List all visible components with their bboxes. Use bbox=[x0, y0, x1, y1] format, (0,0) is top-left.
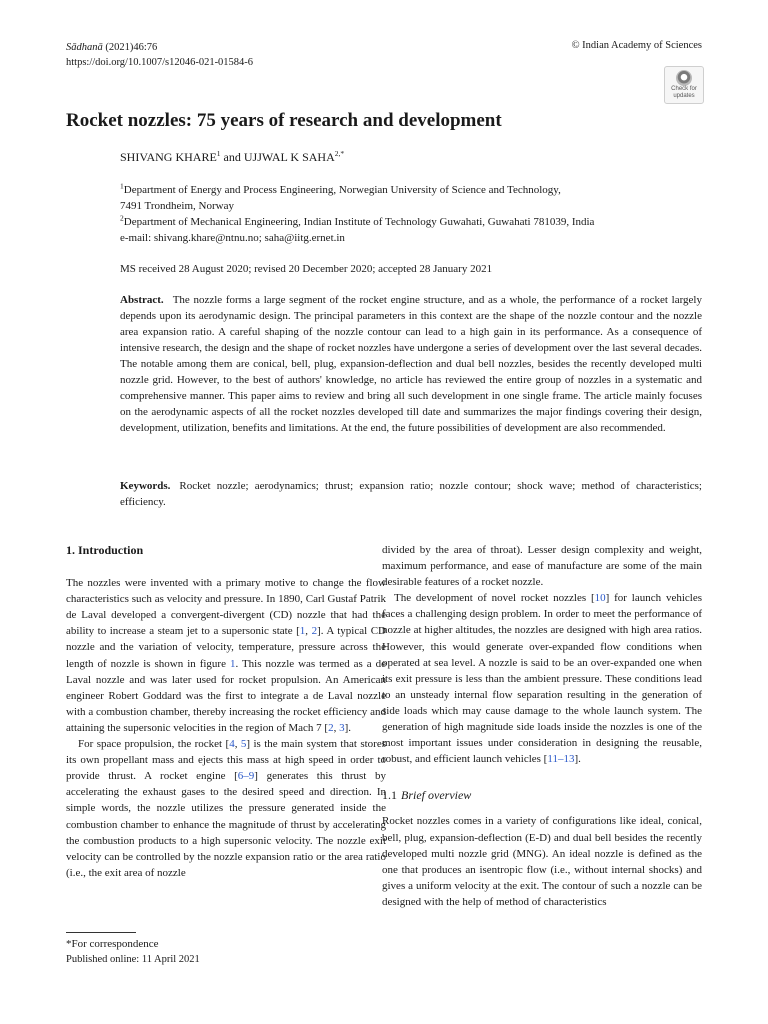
journal-name: Sādhanā bbox=[66, 42, 103, 53]
received-dates: MS received 28 August 2020; revised 20 December 2020; accepted 28 January 2021 bbox=[120, 263, 493, 275]
text-run: The development of novel rocket nozzles [ bbox=[394, 592, 595, 605]
badge-text-line1: Check for bbox=[671, 86, 697, 92]
affil-1-line2: 7491 Trondheim, Norway bbox=[120, 200, 234, 212]
affil-2-line1: Department of Mechanical Engineering, Indian Institute of Technology Guwahati, Guwahati 781039, India bbox=[123, 216, 595, 228]
text-run: , bbox=[333, 721, 340, 734]
right-column bbox=[382, 542, 702, 910]
citation-link[interactable]: 10 bbox=[594, 592, 606, 605]
citation-link[interactable]: 6–9 bbox=[237, 770, 255, 783]
citation-link[interactable]: 2 bbox=[328, 721, 334, 734]
citation-link[interactable]: 1 bbox=[299, 625, 306, 638]
figure-link[interactable]: 1 bbox=[229, 657, 236, 670]
author-2: UJJWAL K SAHA bbox=[243, 150, 335, 164]
text-run: ] for launch vehicles faces a challenging design problem. In order to meet the performance of nozzle at higher altitudes, the nozzles are designed with high area ratios. However, this would generate over-expanded flow conditions when operated at sea level. A nozzle is said to be an over-expanded one when its exit pressure is less than the ambient pressure. These conditions lead to an unsteady internal flow separation resulting in the generation of side loads which may cause damage to the whole launch system. The generation of high magnitude side loads inside the nozzles is one of the most important issues under consideration in designing the reusable, robust, and efficient launch vehicles [ bbox=[382, 592, 702, 766]
paper-title: Rocket nozzles: 75 years of research and development bbox=[66, 110, 502, 131]
citation-link[interactable]: 2 bbox=[311, 625, 318, 638]
published-online-date: Published online: 11 April 2021 bbox=[66, 954, 200, 965]
text-run: The nozzles were invented with a primary motive to change the flow characteristics such as velocity and pressure. In 1890, Carl Gustaf Patrik de Laval developed a convergent-divergent (CD) nozzle that had the ability to increase a steam jet to a supersonic state [ bbox=[66, 577, 386, 638]
footnote-rule bbox=[66, 932, 136, 933]
affil-2-mark: 2 bbox=[120, 213, 124, 223]
check-for-updates-badge[interactable] bbox=[664, 66, 704, 104]
author-1-affil-mark: 1 bbox=[216, 149, 221, 158]
text-run: . This nozzle was termed as a de Laval nozzle and was later used for rocket propulsion. An American engineer Robert Goddard was the first to integrate a de Laval nozzle with a combustion chamber, thereby increasing the rocket efficiency and attaining the supersonic velocities in the region of Mach 7 [ bbox=[66, 657, 387, 734]
author-1: SHIVANG KHARE bbox=[120, 150, 217, 164]
crossmark-icon bbox=[676, 70, 692, 86]
badge-text-line2: updates bbox=[673, 92, 695, 99]
text-run: , bbox=[305, 625, 312, 638]
intro-paragraph-2-continued: divided by the area of throat). Lesser design complexity and weight, maximum performance, and ease of manufacture are some of the main desirable features of a rocket nozzle. bbox=[382, 544, 702, 589]
section-heading-introduction: 1. Introduction bbox=[66, 543, 144, 557]
abstract bbox=[120, 292, 702, 436]
brief-overview-paragraph: Rocket nozzles comes in a variety of configurations like ideal, conical, bell, plug, expansion-deflection (E-D) and dual bell besides the recently developed multi nozzle grid (MNG). An ideal nozzle is defined as the one that produces an isentropic flow (i.e., without internal shocks) and gives a uniform velocity at the exit. The contour of such a nozzle can be designed with the help of method of characteristics bbox=[382, 815, 702, 908]
keywords bbox=[120, 478, 702, 510]
intro-paragraph-2 bbox=[66, 736, 386, 881]
citation-link[interactable]: 4 bbox=[229, 738, 235, 751]
subsection-heading-brief-overview bbox=[382, 787, 702, 803]
text-run: ]. bbox=[574, 753, 581, 766]
keywords-label: Keywords. bbox=[120, 480, 171, 492]
keywords-text: Rocket nozzle; aerodynamics; thrust; expansion ratio; nozzle contour; shock wave; method of characteristics; efficiency. bbox=[120, 480, 702, 508]
intro-paragraph-3 bbox=[382, 590, 702, 767]
text-run: ] is the main system that stores its own propellant mass and ejects this mass at high speed in order to provide thrust. A rocket engine [ bbox=[66, 738, 386, 783]
author-list bbox=[120, 150, 344, 165]
text-run: , bbox=[234, 738, 241, 751]
journal-header bbox=[66, 40, 253, 70]
intro-paragraph-1 bbox=[66, 575, 386, 736]
affiliations bbox=[120, 182, 720, 246]
correspondence-note: *For correspondence bbox=[66, 938, 159, 950]
text-run: ]. A typical CD nozzle and the variation of velocity, temperature, pressure across the length of nozzle is shown in figure bbox=[66, 625, 386, 670]
doi-link[interactable]: https://doi.org/10.1007/s12046-021-01584-6 bbox=[66, 57, 254, 68]
citation-link[interactable]: 5 bbox=[240, 738, 247, 751]
affil-1-mark: 1 bbox=[120, 181, 124, 191]
text-run: For space propulsion, the rocket [ bbox=[78, 738, 230, 751]
subsection-number: 1.1 bbox=[382, 788, 397, 803]
left-column bbox=[66, 542, 386, 881]
author-2-affil-mark: 2,* bbox=[334, 149, 345, 158]
text-run: ]. bbox=[344, 721, 352, 734]
text-run: ] generates this thrust by accelerating the exhaust gases to the desired speed and direction. In simple words, the nozzle utilizes the pressure generated inside the combustion chamber to enhance the magnitude of thrust by accelerating the combustion products to a high supersonic velocity. The nozzle exit velocity can be controlled by the nozzle expansion ratio or the area ratio (i.e., the exit area of nozzle bbox=[66, 770, 386, 879]
journal-citation: (2021)46:76 bbox=[105, 42, 158, 53]
author-joiner: and bbox=[223, 150, 241, 164]
citation-link[interactable]: 3 bbox=[339, 721, 345, 734]
abstract-label: Abstract. bbox=[120, 294, 164, 306]
citation-link[interactable]: 11–13 bbox=[547, 753, 575, 766]
affil-1-line1: Department of Energy and Process Engineering, Norwegian University of Science and Technology, bbox=[123, 184, 561, 196]
abstract-text: The nozzle forms a large segment of the rocket engine structure, and as a whole, the performance of a rocket largely depends upon its aerodynamic design. The principal parameters in this context are the shape of the nozzle contour and the nozzle area expansion ratio. A careful shaping of the nozzle contour can lead to a high gain in its performance. As a consequence of intensive research, the design and the shape of rocket nozzles have undergone a series of development over the last several decades. The notable among them are conical, bell, plug, expansion-deflection and dual bell nozzles, besides the recently developed multi nozzle grid. However, to the best of authors' knowledge, no article has reviewed the entire group of nozzles in a systematic and comprehensive manner. This paper aims to review and bring all such development in one single frame. The article mainly focuses on the aerodynamic aspects of all the rocket nozzles developed till date and summarizes the major findings covering their design, development, utilization, benefits and limitations. At the end, the future possibilities of development are also recommended. bbox=[120, 294, 702, 434]
email-line[interactable]: e-mail: shivang.khare@ntnu.no; saha@iitg.ernet.in bbox=[120, 232, 345, 244]
subsection-title: Brief overview bbox=[401, 788, 472, 803]
publisher-notice: © Indian Academy of Sciences bbox=[571, 40, 702, 51]
